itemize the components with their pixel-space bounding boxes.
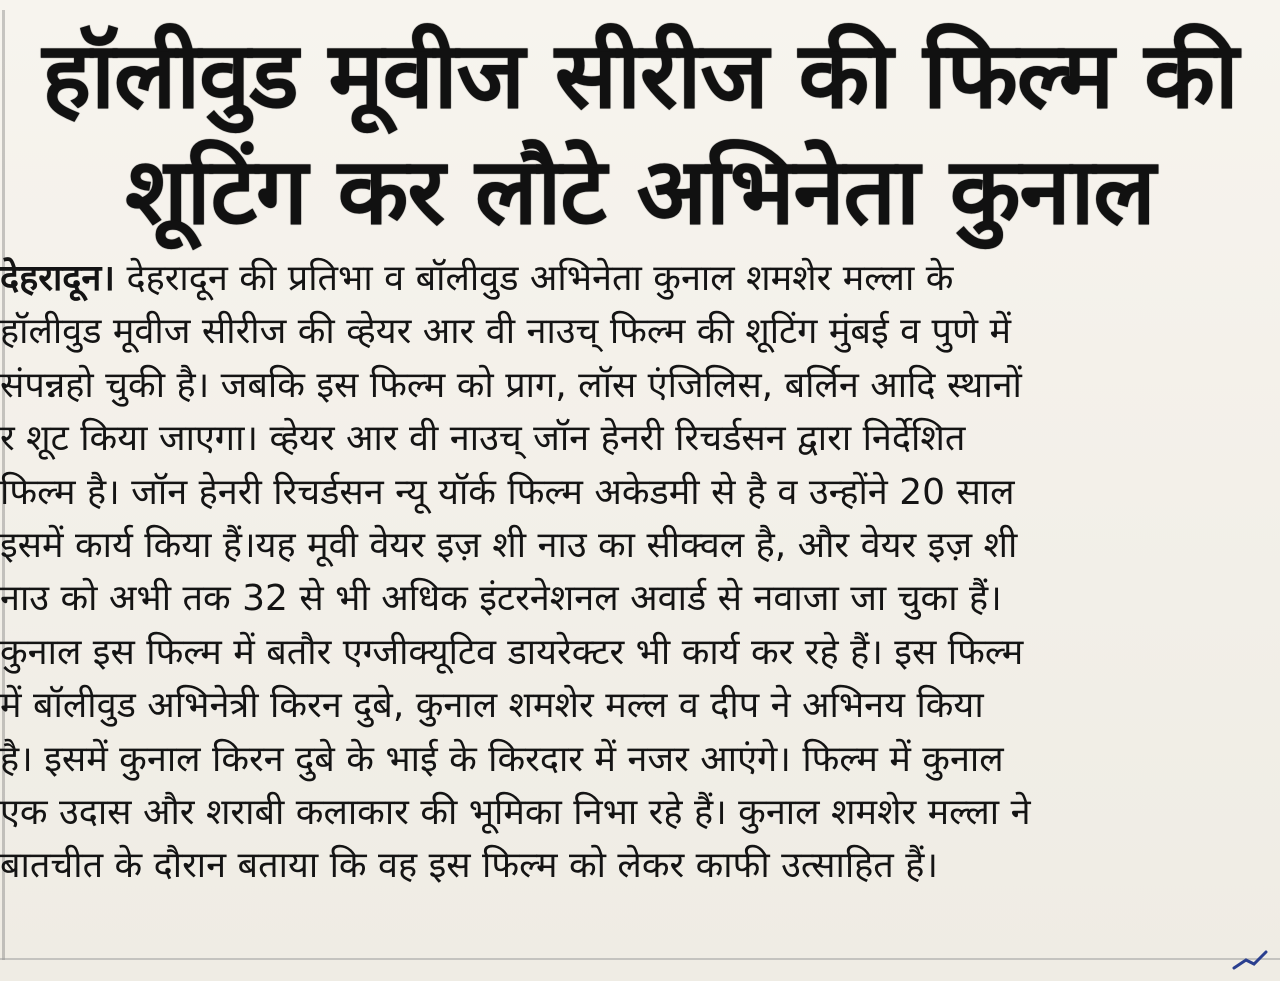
- headline: [20, 18, 1260, 250]
- article-line: हॉलीवुड मूवीज सीरीज की व्हेयर आर वी नाउच् फिल्म की शूटिंग मुंबई व पुणे में: [0, 311, 1011, 353]
- headline-line-1: हॉलीवुड मूवीज सीरीज की फिल्म की: [42, 22, 1238, 129]
- article-line: बातचीत के दौरान बताया कि वह इस फिल्म को लेकर काफी उत्साहित हैं।: [0, 845, 938, 887]
- article-line: नाउ को अभी तक 32 से भी अधिक इंटरनेशनल अवार्ड से नवाजा जा चुका हैं।: [0, 578, 1002, 620]
- article-line: में बॉलीवुड अभिनेत्री किरन दुबे, कुनाल शमशेर मल्ल व दीप ने अभिनय किया: [0, 685, 984, 727]
- article-line: इसमें कार्य किया हैं।यह मूवी वेयर इज़ शी नाउ का सीक्वल है, और वेयर इज़ शी: [0, 524, 1018, 566]
- article-body: [0, 252, 1280, 952]
- article-line: र शूट किया जाएगा। व्हेयर आर वी नाउच् जॉन हेनरी रिचर्डसन द्वारा निर्देशित: [0, 418, 966, 460]
- headline-line-2: शूटिंग कर लौटे अभिनेता कुनाल: [125, 138, 1155, 245]
- article-line: संपन्नहो चुकी है। जबकि इस फिल्म को प्राग, लॉस एंजिलिस, बर्लिन आदि स्थानों: [0, 364, 1022, 406]
- article-line: [0, 252, 1280, 305]
- pen-mark-icon: [1232, 948, 1268, 972]
- article-line: कुनाल इस फिल्म में बतौर एग्जीक्यूटिव डायरेक्टर भी कार्य कर रहे हैं। इस फिल्म: [0, 631, 1024, 673]
- article-line: है। इसमें कुनाल किरन दुबे के भाई के किरदार में नजर आएंगे। फिल्म में कुनाल: [0, 738, 1004, 780]
- article-line: एक उदास और शराबी कलाकार की भूमिका निभा रहे हैं। कुनाल शमशेर मल्ला ने: [0, 791, 1031, 833]
- dateline: देहरादून।: [0, 258, 116, 299]
- article-line-text: देहरादून की प्रतिभा व बॉलीवुड अभिनेता कुनाल शमशेर मल्ला के: [115, 258, 954, 299]
- article-line: फिल्म है। जॉन हेनरी रिचर्डसन न्यू यॉर्क फिल्म अकेडमी से है व उन्होंने 20 साल: [0, 471, 1015, 513]
- clipping-edge: [0, 958, 1280, 960]
